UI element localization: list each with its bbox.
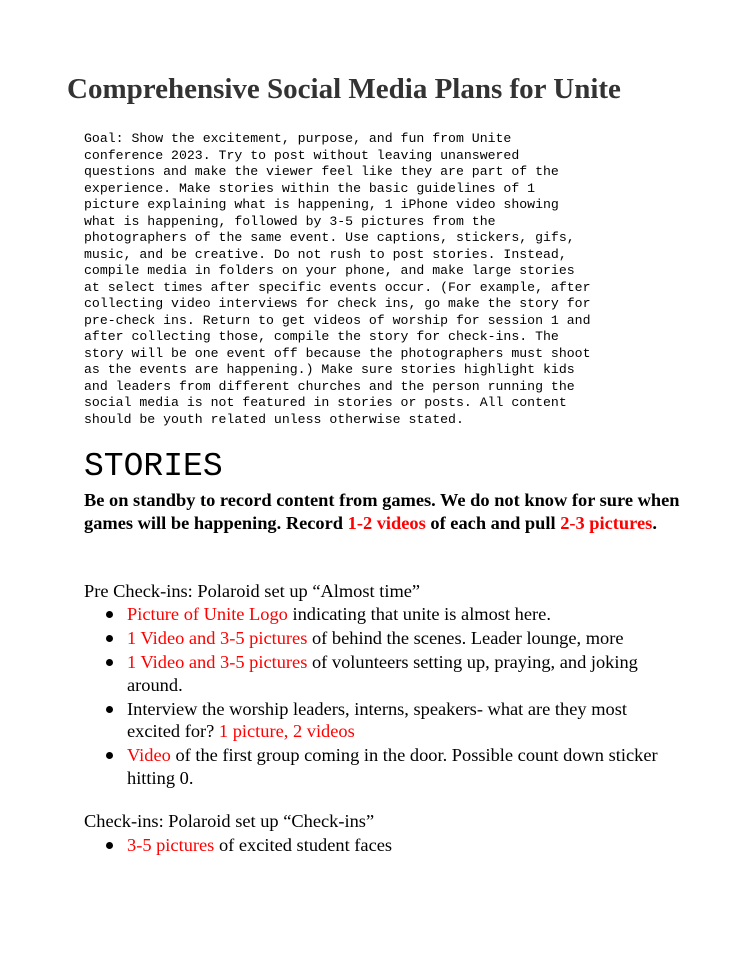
item-text: of excited student faces	[214, 835, 393, 855]
bullet-icon	[106, 752, 113, 759]
pre-checkins-label: Pre Check-ins: Polaroid set up “Almost time”	[84, 581, 421, 601]
goal-line: experience. Make stories within the basic guidelines of 1	[84, 180, 536, 196]
goal-line: collecting video interviews for check ins, go make the story for	[84, 296, 591, 311]
goal-line: should be youth related unless otherwise stated.	[84, 411, 464, 427]
checkins-label: Check-ins: Polaroid set up “Check-ins”	[84, 811, 375, 831]
document-title: Comprehensive Social Media Plans for Unite	[67, 73, 621, 105]
goal-line: and leaders from different churches and the person running the	[84, 378, 575, 394]
standby-text: Be on standby to record content from games. We do not know for sure when games will be happening. Record	[84, 490, 680, 533]
goal-line: pre-check ins. Return to get videos of worship for session 1 and	[84, 312, 591, 328]
goal-line: music, and be creative. Do not rush to post stories. Instead,	[84, 246, 567, 262]
list-item	[84, 603, 664, 626]
standby-text: .	[652, 512, 657, 533]
bullet-icon	[106, 611, 113, 618]
goal-line: after collecting those, compile the story for check-ins. The	[84, 329, 559, 344]
list-item	[84, 651, 664, 696]
bullet-icon	[106, 706, 113, 713]
item-text: of volunteers setting up, praying, and joking around.	[127, 652, 638, 695]
goal-line: as the events are happening.) Make sure stories highlight kids	[84, 362, 575, 377]
item-highlight: 3-5 pictures	[127, 835, 215, 855]
item-text: indicating that unite is almost here.	[287, 604, 551, 624]
bullet-icon	[106, 659, 113, 666]
stories-heading: STORIES	[84, 448, 223, 485]
pre-checkins-list	[84, 603, 664, 791]
list-item	[84, 744, 664, 789]
list-item	[84, 627, 664, 650]
item-text: Interview the worship leaders, interns, speakers- what are they most excited for?	[127, 698, 627, 741]
item-highlight: Picture of Unite Logo	[127, 604, 288, 624]
list-item	[84, 698, 664, 743]
goal-line: Goal: Show the excitement, purpose, and fun from Unite	[84, 131, 512, 146]
standby-highlight: 2-3 pictures	[560, 512, 653, 533]
goal-paragraph	[84, 131, 664, 428]
goal-line: at select times after specific events occur. (For example, after	[84, 279, 591, 295]
standby-highlight: 1-2 videos	[347, 512, 426, 533]
goal-line: social media is not featured in stories or posts. All content	[84, 395, 567, 410]
item-highlight: 1 Video and 3-5 pictures	[127, 628, 308, 648]
list-item	[84, 834, 664, 857]
item-highlight: 1 picture, 2 videos	[218, 721, 355, 741]
item-highlight: Video	[127, 745, 171, 765]
goal-line: story will be one event off because the photographers must shoot	[84, 345, 591, 361]
item-highlight: 1 Video and 3-5 pictures	[127, 652, 308, 672]
item-text: of the first group coming in the door. Possible count down sticker hitting 0.	[127, 745, 658, 788]
standby-text: of each and pull	[425, 512, 561, 533]
goal-line: questions and make the viewer feel like they are part of the	[84, 164, 559, 179]
item-text: of behind the scenes. Leader lounge, more	[307, 628, 624, 648]
checkins-list	[84, 834, 664, 858]
goal-line: conference 2023. Try to post without leaving unanswered	[84, 147, 520, 163]
goal-line: what is happening, followed by 3-5 pictures from the	[84, 213, 496, 229]
goal-line: picture explaining what is happening, 1 iPhone video showing	[84, 197, 559, 212]
bullet-icon	[106, 842, 113, 849]
bullet-icon	[106, 635, 113, 642]
goal-line: compile media in folders on your phone, and make large stories	[84, 263, 575, 278]
standby-instruction	[84, 489, 704, 534]
goal-line: photographers of the same event. Use captions, stickers, gifs,	[84, 230, 575, 245]
